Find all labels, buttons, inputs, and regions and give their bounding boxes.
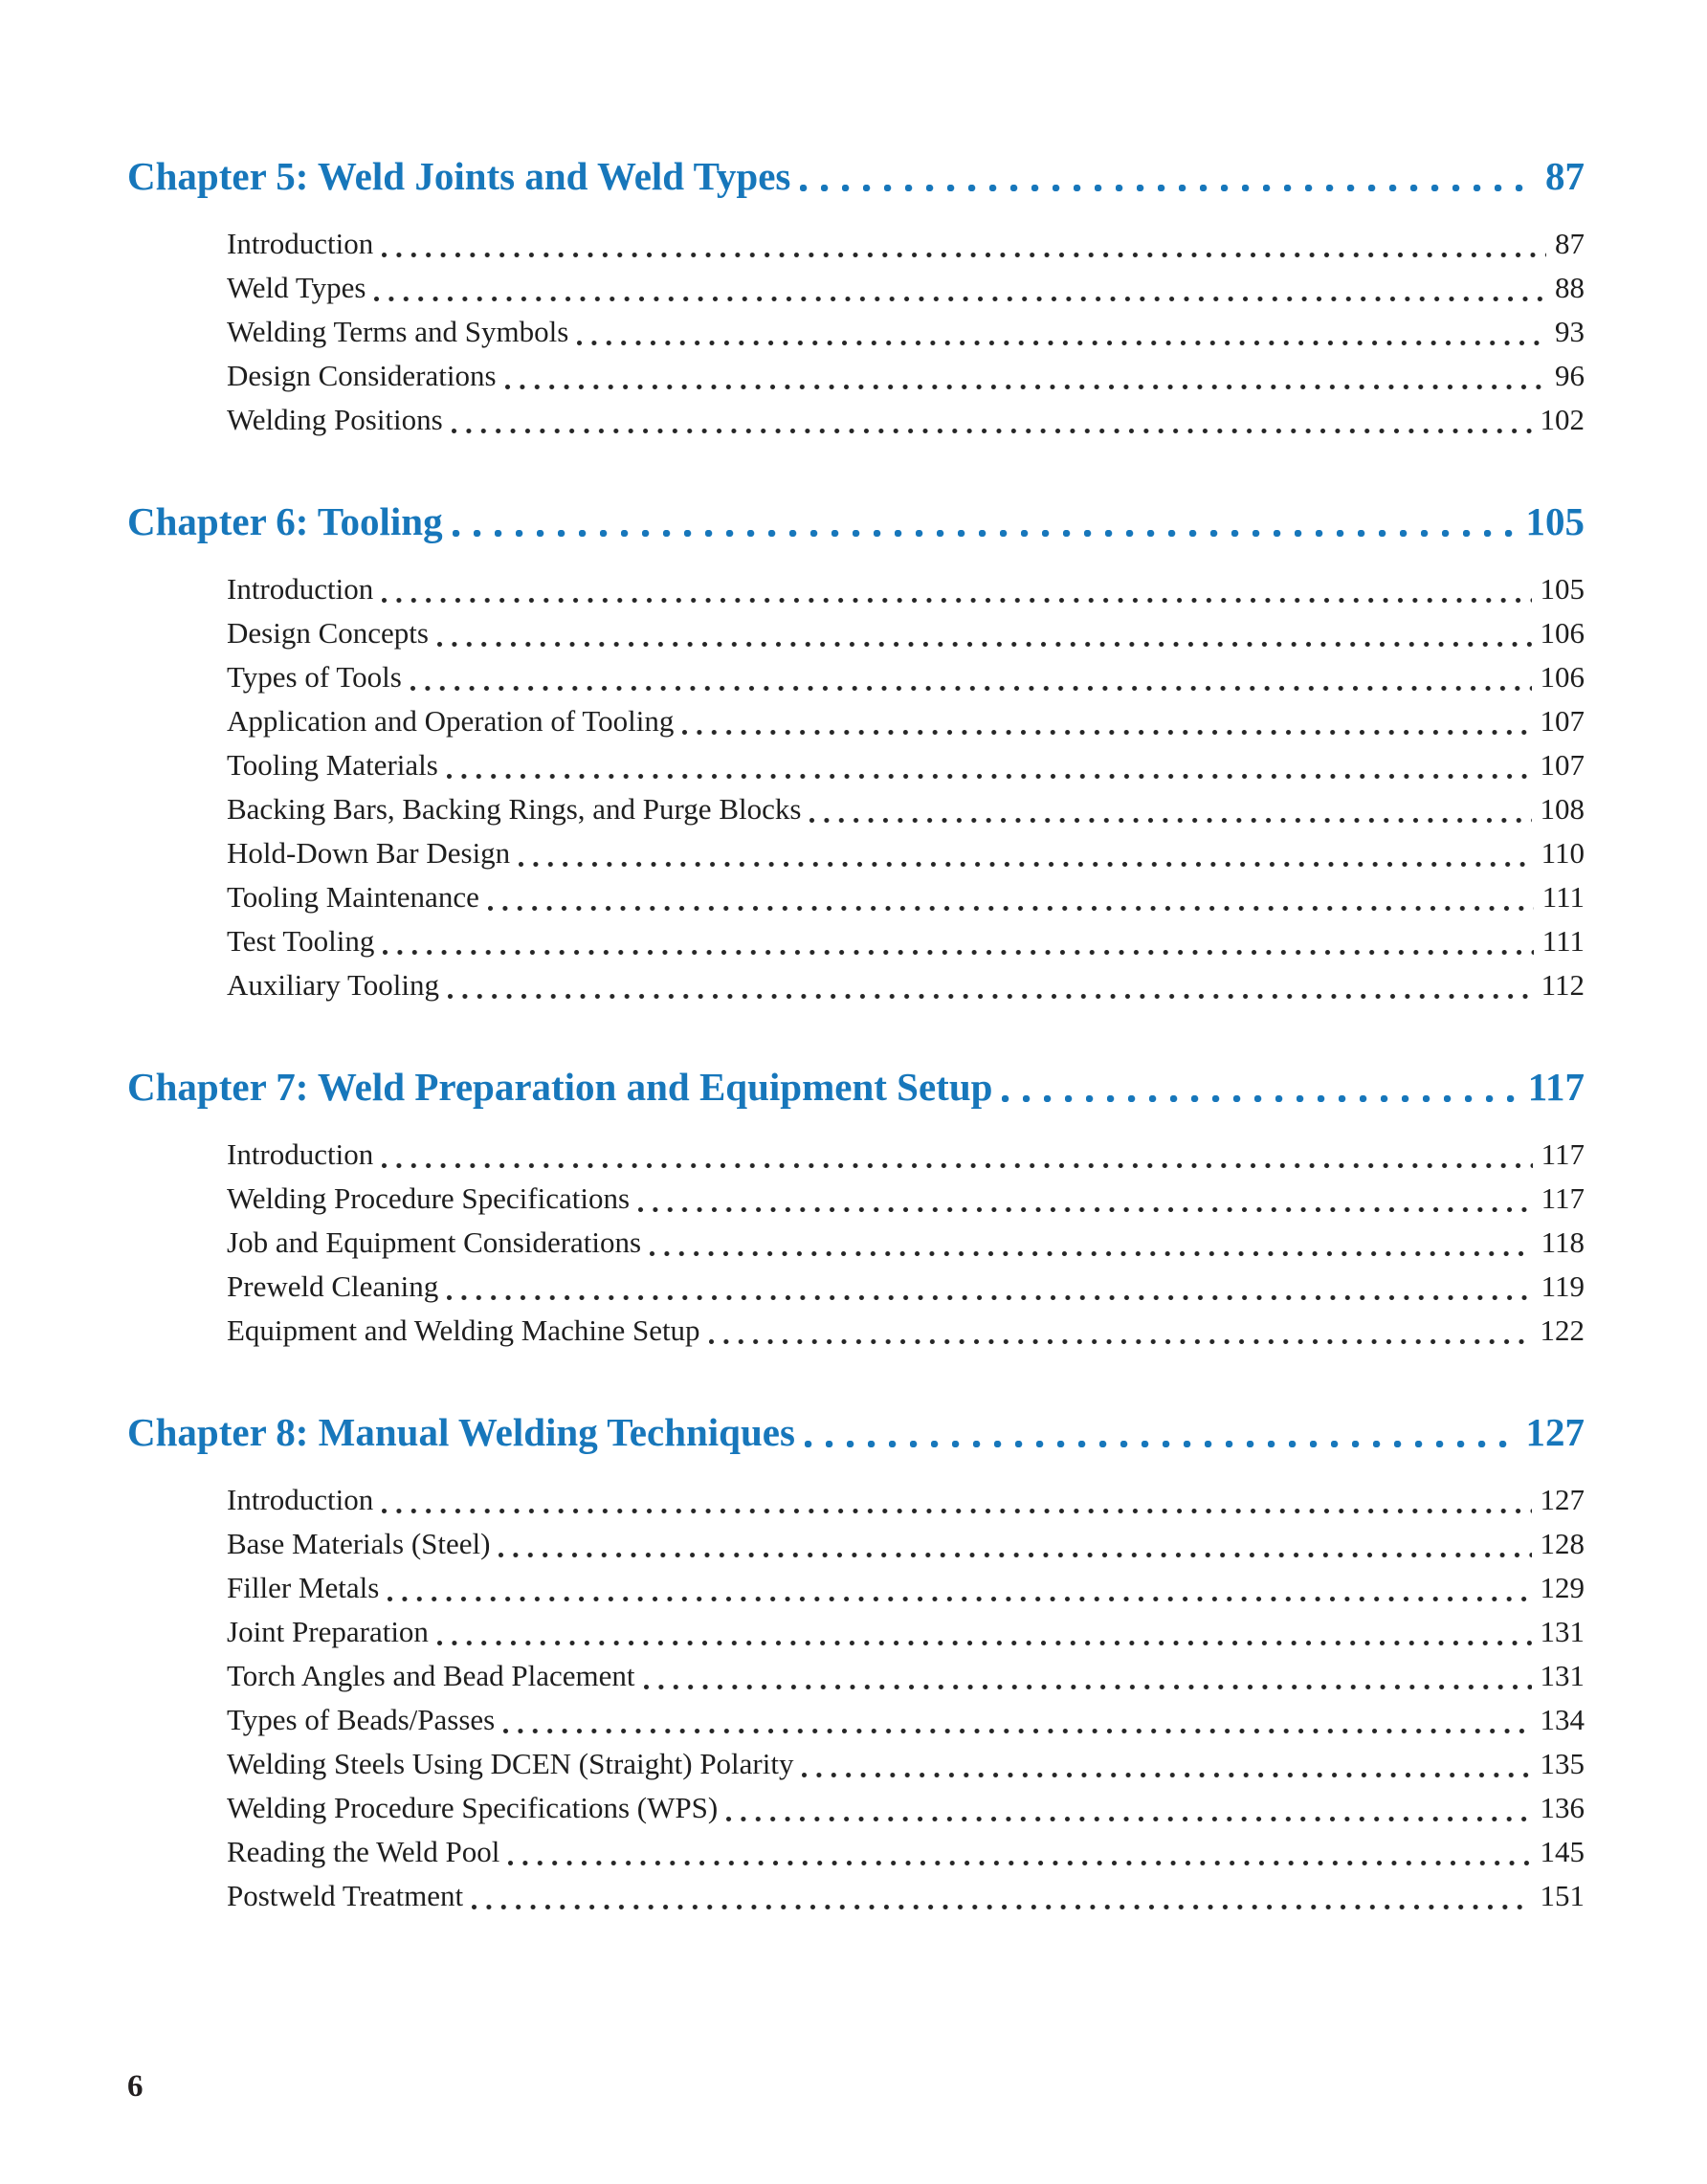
- toc-entry-row: [227, 354, 1585, 398]
- toc-entry-row: [227, 1698, 1585, 1742]
- entry-title: Tooling Materials: [227, 748, 438, 782]
- entry-title: Introduction: [227, 1137, 374, 1171]
- chapter-title: Chapter 7: Weld Preparation and Equipment Setup: [127, 1065, 993, 1109]
- entry-page-number: 128: [1540, 1527, 1585, 1560]
- toc-entry-row: [227, 1265, 1585, 1309]
- chapter-title: Chapter 8: Manual Welding Techniques: [127, 1410, 795, 1454]
- toc-entry-row: [227, 1786, 1585, 1830]
- dot-leader: [452, 429, 1532, 433]
- chapter-page-number: 87: [1545, 154, 1585, 198]
- toc-entry-row: [227, 1742, 1585, 1786]
- entry-page-number: 135: [1540, 1747, 1585, 1780]
- toc-entry-row: [227, 611, 1585, 655]
- toc-entry-row: [227, 310, 1585, 354]
- entry-page-number: 88: [1555, 271, 1585, 304]
- entry-title: Preweld Cleaning: [227, 1269, 439, 1303]
- dot-leader: [383, 950, 1533, 955]
- entry-page-number: 106: [1540, 660, 1585, 694]
- entry-title: Welding Steels Using DCEN (Straight) Polarity: [227, 1747, 794, 1780]
- entry-title: Application and Operation of Tooling: [227, 704, 675, 738]
- entry-title: Job and Equipment Considerations: [227, 1225, 642, 1259]
- entry-title: Tooling Maintenance: [227, 880, 479, 914]
- dot-leader: [388, 1597, 1531, 1601]
- entry-title: Torch Angles and Bead Placement: [227, 1659, 635, 1692]
- toc-entry-row: [227, 699, 1585, 743]
- entry-page-number: 131: [1540, 1615, 1585, 1648]
- toc-chapter: [127, 1407, 1585, 1918]
- toc-entry-row: [227, 266, 1585, 310]
- dot-leader: [508, 1861, 1531, 1865]
- dot-leader: [488, 906, 1534, 911]
- entry-page-number: 96: [1555, 359, 1585, 392]
- chapter-heading-row: [127, 151, 1585, 201]
- chapter-heading-row: [127, 496, 1585, 546]
- toc-entry-row: [227, 1874, 1585, 1918]
- entry-title: Welding Procedure Specifications (WPS): [227, 1791, 719, 1824]
- toc-entry-row: [227, 1478, 1585, 1522]
- toc-chapter: [127, 151, 1585, 442]
- entry-title: Test Tooling: [227, 924, 375, 958]
- entry-page-number: 117: [1541, 1137, 1585, 1171]
- toc-entry-row: [227, 1566, 1585, 1610]
- toc-entry-row: [227, 787, 1585, 831]
- toc-entry-row: [227, 1830, 1585, 1874]
- dot-leader: [638, 1207, 1533, 1212]
- dot-leader: [1002, 1095, 1516, 1102]
- entry-page-number: 102: [1540, 403, 1585, 436]
- entry-title: Hold-Down Bar Design: [227, 836, 511, 870]
- dot-leader: [577, 341, 1546, 345]
- dot-leader: [448, 994, 1533, 999]
- entry-page-number: 110: [1541, 836, 1585, 870]
- entry-title: Types of Beads/Passes: [227, 1703, 496, 1736]
- toc-chapter: [127, 496, 1585, 1007]
- entry-page-number: 93: [1555, 315, 1585, 348]
- entry-page-number: 117: [1541, 1181, 1585, 1215]
- dot-leader: [447, 1295, 1532, 1300]
- chapter-title: Chapter 6: Tooling: [127, 499, 443, 543]
- entry-page-number: 118: [1541, 1225, 1585, 1259]
- entry-title: Filler Metals: [227, 1571, 380, 1604]
- table-of-contents: [127, 151, 1585, 1918]
- entry-title: Introduction: [227, 227, 374, 260]
- toc-entry-row: [227, 222, 1585, 266]
- dot-leader: [499, 1553, 1531, 1557]
- toc-entry-row: [227, 1522, 1585, 1566]
- entry-page-number: 151: [1540, 1879, 1585, 1912]
- chapter-page-number: 117: [1527, 1065, 1585, 1109]
- toc-entry-row: [227, 1221, 1585, 1265]
- entry-title: Design Concepts: [227, 616, 429, 650]
- entry-page-number: 107: [1540, 704, 1585, 738]
- dot-leader: [809, 818, 1531, 823]
- dot-leader: [505, 385, 1546, 389]
- entry-page-number: 107: [1540, 748, 1585, 782]
- dot-leader: [644, 1685, 1532, 1689]
- dot-leader: [805, 1441, 1515, 1447]
- toc-entry-row: [227, 919, 1585, 963]
- entry-page-number: 111: [1541, 924, 1585, 958]
- toc-chapter: [127, 1062, 1585, 1353]
- dot-leader: [503, 1729, 1531, 1733]
- dot-leader: [374, 297, 1546, 301]
- entry-title: Reading the Weld Pool: [227, 1835, 500, 1868]
- chapter-title: Chapter 5: Weld Joints and Weld Types: [127, 154, 791, 198]
- chapter-heading-row: [127, 1407, 1585, 1457]
- entry-page-number: 111: [1541, 880, 1585, 914]
- entry-title: Types of Tools: [227, 660, 402, 694]
- entry-page-number: 136: [1540, 1791, 1585, 1824]
- dot-leader: [382, 1163, 1532, 1168]
- entry-title: Auxiliary Tooling: [227, 968, 439, 1002]
- entry-title: Welding Positions: [227, 403, 443, 436]
- entry-title: Weld Types: [227, 271, 366, 304]
- entry-title: Introduction: [227, 1483, 374, 1516]
- entry-page-number: 119: [1541, 1269, 1585, 1303]
- dot-leader: [650, 1251, 1533, 1256]
- toc-entry-row: [227, 743, 1585, 787]
- toc-entry-row: [227, 398, 1585, 442]
- toc-entry-row: [227, 567, 1585, 611]
- entry-page-number: 122: [1540, 1313, 1585, 1347]
- entry-page-number: 131: [1540, 1659, 1585, 1692]
- entry-page-number: 129: [1540, 1571, 1585, 1604]
- dot-leader: [709, 1339, 1532, 1344]
- entry-title: Equipment and Welding Machine Setup: [227, 1313, 700, 1347]
- toc-entry-row: [227, 1133, 1585, 1177]
- entry-title: Welding Procedure Specifications: [227, 1181, 631, 1215]
- entry-page-number: 108: [1540, 792, 1585, 826]
- toc-entry-row: [227, 1654, 1585, 1698]
- entry-page-number: 134: [1540, 1703, 1585, 1736]
- toc-entry-row: [227, 1177, 1585, 1221]
- toc-entry-row: [227, 1309, 1585, 1353]
- entry-title: Postweld Treatment: [227, 1879, 464, 1912]
- toc-entry-row: [227, 655, 1585, 699]
- entry-title: Backing Bars, Backing Rings, and Purge Blocks: [227, 792, 802, 826]
- chapter-page-number: 127: [1525, 1410, 1585, 1454]
- entry-page-number: 127: [1540, 1483, 1585, 1516]
- dot-leader: [519, 862, 1532, 867]
- dot-leader: [447, 774, 1532, 779]
- entry-title: Joint Preparation: [227, 1615, 429, 1648]
- toc-entry-row: [227, 1610, 1585, 1654]
- dot-leader: [800, 185, 1534, 191]
- entry-page-number: 87: [1555, 227, 1585, 260]
- entry-page-number: 112: [1541, 968, 1585, 1002]
- dot-leader: [682, 730, 1531, 735]
- entry-page-number: 106: [1540, 616, 1585, 650]
- chapter-heading-row: [127, 1062, 1585, 1112]
- dot-leader: [382, 598, 1531, 603]
- entry-title: Design Considerations: [227, 359, 497, 392]
- page-footer: [127, 2066, 144, 2107]
- page-number: 6: [127, 2069, 144, 2104]
- dot-leader: [726, 1817, 1531, 1821]
- dot-leader: [410, 686, 1532, 691]
- dot-leader: [802, 1773, 1531, 1777]
- dot-leader: [382, 1509, 1531, 1513]
- dot-leader: [472, 1905, 1531, 1909]
- toc-entry-row: [227, 875, 1585, 919]
- entry-page-number: 105: [1540, 572, 1585, 606]
- entry-title: Base Materials (Steel): [227, 1527, 491, 1560]
- dot-leader: [437, 1641, 1532, 1645]
- entry-page-number: 145: [1540, 1835, 1585, 1868]
- chapter-page-number: 105: [1525, 499, 1585, 543]
- dot-leader: [437, 642, 1532, 647]
- dot-leader: [382, 253, 1546, 257]
- toc-entry-row: [227, 831, 1585, 875]
- entry-title: Welding Terms and Symbols: [227, 315, 569, 348]
- toc-entry-row: [227, 963, 1585, 1007]
- dot-leader: [453, 530, 1515, 537]
- entry-title: Introduction: [227, 572, 374, 606]
